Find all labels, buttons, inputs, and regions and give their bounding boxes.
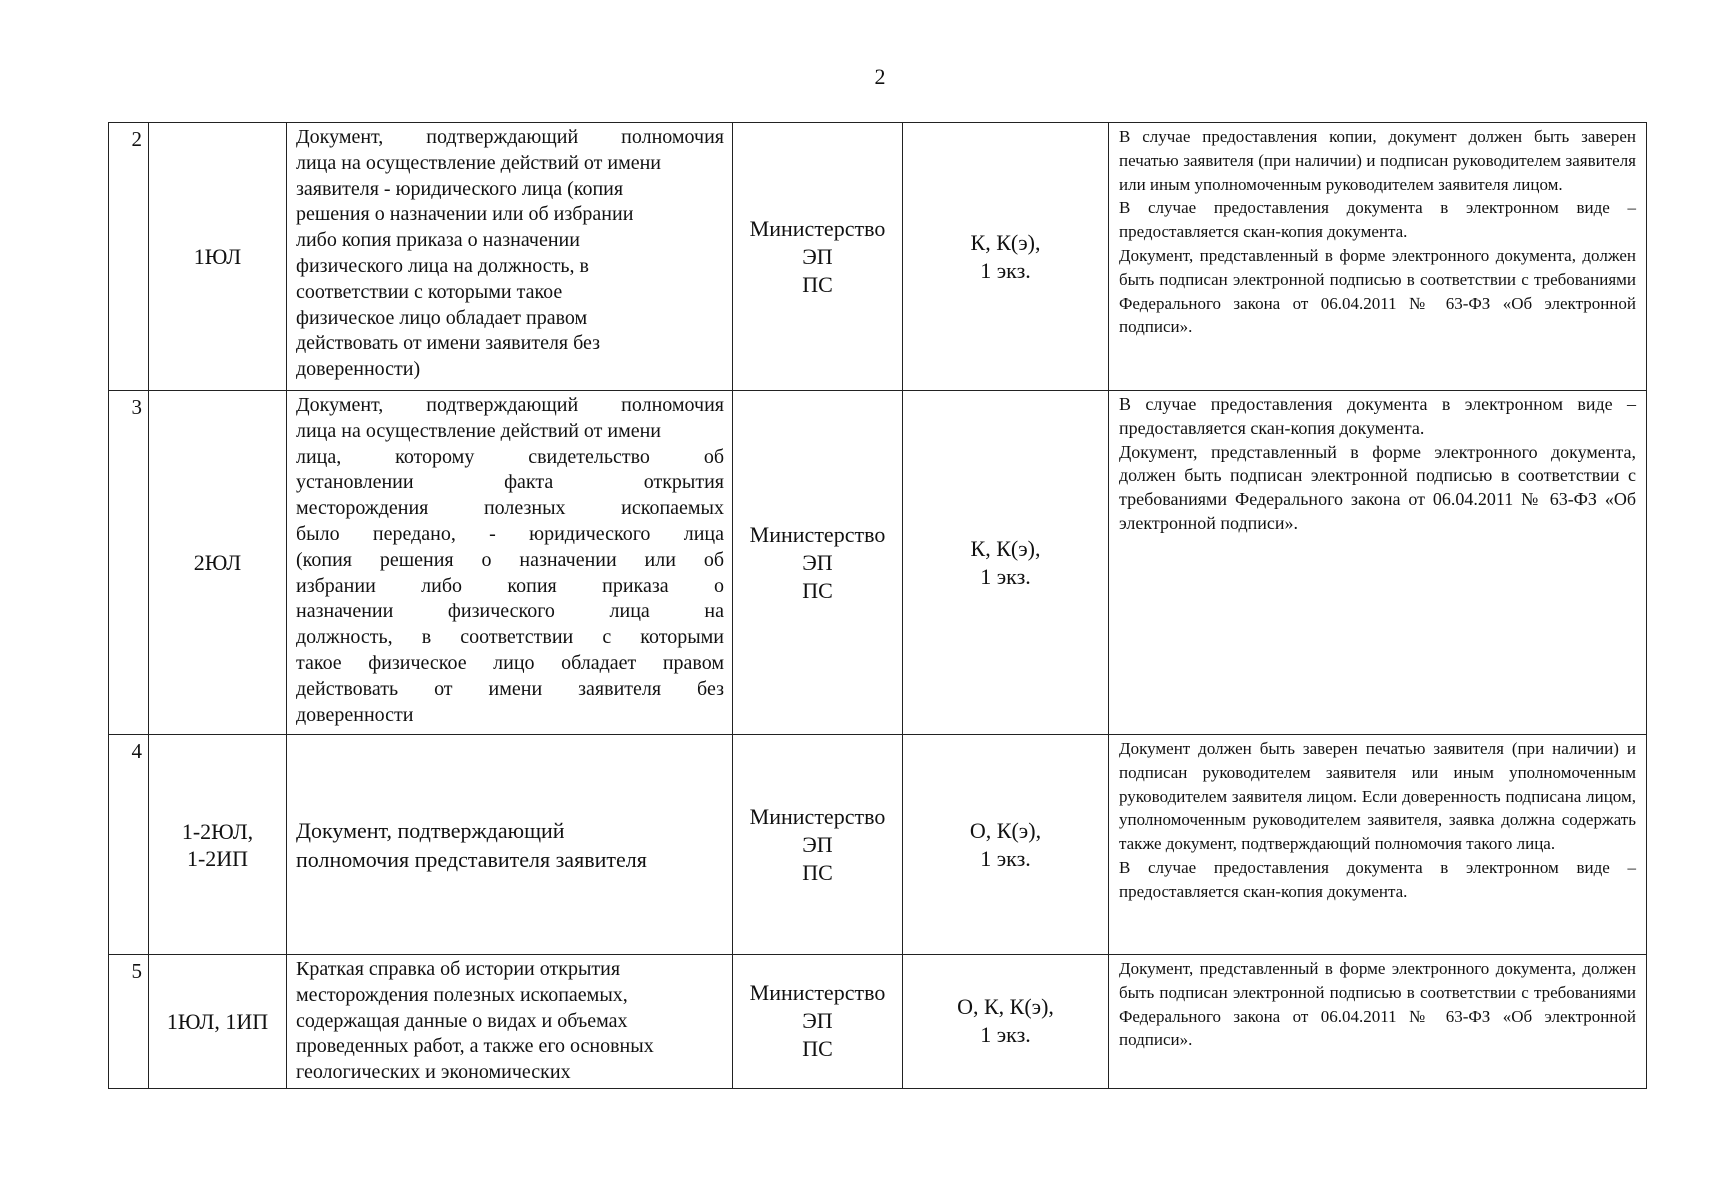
document-name	[287, 735, 733, 955]
form-line: К, К(э),	[970, 229, 1041, 255]
table-row	[109, 735, 1647, 955]
note-paragraph: В случае предоставления документа в электронном виде – предоставляется скан-копия документа.	[1119, 198, 1636, 242]
row-number: 2	[109, 123, 149, 391]
applicant-code: 1ЮЛ	[149, 123, 287, 391]
org-line: Министерство	[749, 980, 886, 1006]
table-row	[109, 955, 1647, 1089]
note	[1109, 735, 1647, 955]
receiving-organization	[733, 391, 903, 735]
form-line: 1 экз.	[980, 1022, 1031, 1048]
row-number: 5	[109, 955, 149, 1089]
document-name-line: месторождения полезных ископаемых	[296, 497, 724, 520]
document-name	[287, 391, 733, 735]
document-form	[903, 391, 1109, 735]
applicant-code-line: 1-2ЮЛ,	[181, 818, 254, 844]
document-form	[903, 123, 1109, 391]
org-line: ПС	[802, 271, 833, 297]
form-line: 1 экз.	[980, 563, 1031, 589]
document-name-line: соответствии с которыми такое	[296, 280, 563, 303]
document-name-line: Документ, подтверждающий	[296, 817, 565, 843]
org-line: Министерство	[749, 521, 886, 547]
document-name-line: назначении физического лица на	[296, 600, 724, 623]
org-line: Министерство	[749, 803, 886, 829]
document-name-line: установлении факта открытия	[296, 471, 724, 494]
applicant-code-line: 1-2ИП	[186, 845, 249, 871]
org-line: ПС	[802, 577, 833, 603]
document-name-line: лица на осуществление действий от имени	[296, 419, 662, 442]
form-line: О, К(э),	[969, 817, 1042, 843]
document-form	[903, 735, 1109, 955]
document-name-line: было передано, - юридического лица	[296, 522, 724, 545]
requirements-table	[108, 122, 1647, 1089]
org-line: ЭП	[802, 831, 833, 857]
note-paragraph: В случае предоставления копии, документ должен быть заверен печатью заявителя (при наличии) и подписан руководителем заявителя или иным уполномоченным руководителем заявителя лицом.	[1119, 127, 1636, 194]
document-name-line: Документ, подтверждающий полномочия	[296, 394, 724, 416]
document-name-line: Краткая справка об истории открытия	[296, 958, 621, 980]
row-number: 3	[109, 391, 149, 735]
org-line: ЭП	[802, 549, 833, 575]
document-name-line: физического лица на должность, в	[296, 254, 589, 277]
document-name-line: заявителя - юридического лица (копия	[296, 177, 624, 200]
note-paragraph: Документ должен быть заверен печатью заявителя (при наличии) и подписан руководителем заявителя или иным уполномоченным руководителем заявителя лицом. Если доверенность подписана лицом, уполномоченным руководителем заявителя, заявка должна содержать также документ, подтверждающий полномочия такого лица.	[1119, 739, 1636, 854]
table-row	[109, 123, 1647, 391]
note	[1109, 955, 1647, 1089]
receiving-organization	[733, 955, 903, 1089]
note-paragraph: В случае предоставления документа в электронном виде – предоставляется скан-копия документа.	[1119, 857, 1636, 901]
page-number: 2	[874, 64, 886, 89]
table-row	[109, 391, 1647, 735]
note-paragraph: В случае предоставления документа в электронном виде – предоставляется скан-копия документа.	[1119, 394, 1636, 438]
note	[1109, 391, 1647, 735]
document-form	[903, 955, 1109, 1089]
document-name-line: доверенности	[296, 703, 414, 726]
org-line: ПС	[802, 1036, 833, 1062]
receiving-organization	[733, 735, 903, 955]
document-name	[287, 123, 733, 391]
applicant-code: 2ЮЛ	[149, 391, 287, 735]
document-name-line: (копия решения о назначении или об	[296, 548, 724, 571]
note	[1109, 123, 1647, 391]
applicant-code: 1ЮЛ, 1ИП	[149, 955, 287, 1089]
org-line: ЭП	[802, 1008, 833, 1034]
document-name-line: проведенных работ, а также его основных	[296, 1035, 654, 1058]
document-name-line: такое физическое лицо обладает правом	[296, 651, 724, 674]
row-number: 4	[109, 735, 149, 955]
document-name-line: физическое лицо обладает правом	[296, 306, 588, 329]
document-name-line: действовать от имени заявителя без	[296, 332, 601, 355]
org-line: ПС	[802, 859, 833, 885]
note-paragraph: Документ, представленный в форме электронного документа, должен быть подписан электронной подписью в соответствии с требованиями Федерального закона от 06.04.2011 № 63-ФЗ «Об электронной подписи».	[1119, 441, 1636, 533]
document-name-line: Документ, подтверждающий полномочия	[296, 126, 724, 148]
applicant-code	[149, 735, 287, 955]
document-name-line: избрании либо копия приказа о	[296, 574, 724, 597]
document-name-line: решения о назначении или об избрании	[296, 203, 634, 226]
form-line: 1 экз.	[980, 845, 1031, 871]
form-line: 1 экз.	[980, 257, 1031, 283]
document-name	[287, 955, 733, 1089]
document-name-line: месторождения полезных ископаемых,	[296, 983, 628, 1006]
document-name-line: лица на осуществление действий от имени	[296, 151, 662, 174]
document-name-line: содержащая данные о видах и объемах	[296, 1009, 628, 1032]
document-name-line: геологических и экономических	[296, 1061, 571, 1084]
document-name-line: либо копия приказа о назначении	[296, 229, 580, 252]
note-paragraph: Документ, представленный в форме электронного документа, должен быть подписан электронной подписью в соответствии с требованиями Федерального закона от 06.04.2011 № 63-ФЗ «Об электронной подписи».	[1119, 959, 1636, 1050]
org-line: Министерство	[749, 215, 886, 241]
org-line: ЭП	[802, 243, 833, 269]
form-line: О, К, К(э),	[957, 994, 1054, 1020]
document-name-line: действовать от имени заявителя без	[296, 677, 724, 700]
document-name-line: должность, в соответствии с которыми	[296, 626, 724, 649]
form-line: К, К(э),	[970, 535, 1041, 561]
receiving-organization	[733, 123, 903, 391]
document-name-line: доверенности)	[296, 358, 421, 381]
note-paragraph: Документ, представленный в форме электронного документа, должен быть подписан электронной подписью в соответствии с требованиями Федерального закона от 06.04.2011 № 63-ФЗ «Об электронной подписи».	[1119, 245, 1636, 337]
document-name-line: полномочия представителя заявителя	[296, 846, 647, 872]
document-name-line: лица, которому свидетельство об	[296, 445, 724, 468]
